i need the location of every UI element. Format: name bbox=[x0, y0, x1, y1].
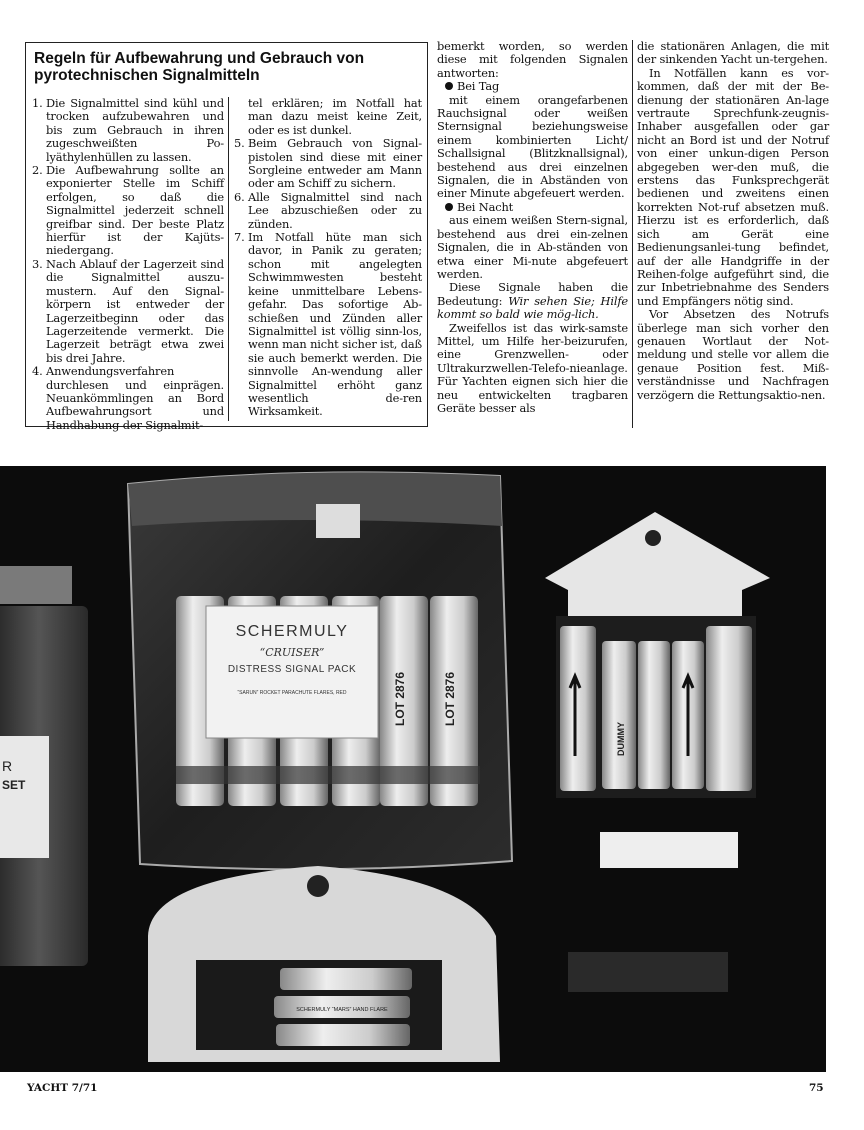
article-column-4 bbox=[637, 40, 829, 402]
paragraph: Vor Absetzen des Notrufs überlege man sich vorher den genauen Wortlaut der Not-meldung und stelle vor allem die genaue Position fest. Miß-verständnisse und Nachfragen verzögern die Rettungsaktio-nen. bbox=[637, 307, 829, 402]
column-divider bbox=[632, 40, 633, 428]
right-pouch bbox=[545, 512, 770, 992]
pack-sub-text: DISTRESS SIGNAL PACK bbox=[227, 664, 357, 675]
rule-item bbox=[234, 191, 422, 231]
night-heading-text: Bei Nacht bbox=[457, 199, 514, 214]
lot-label-1: LOT 2876 bbox=[393, 671, 407, 726]
rule-number: 3. bbox=[32, 256, 43, 271]
photo-illustration bbox=[0, 466, 826, 1072]
rule-text: Die Aufbewahrung sollte an exponierter Stelle im Schiff erfolgen, so daß die Signalmittel jederzeit schnell greifbar sind. Der beste Platz hierfür ist der Kajüts-niedergang. bbox=[46, 163, 224, 258]
paragraph: In Notfällen kann es vor-kommen, daß der mit der Be-dienung der stationären An-lage vertraute Sprechfunk-zeugnis-Inhaber ausgefallen oder gar nicht an Bord ist und der Notruf von einer unkun-digen Person abgegeben wer-den muß, die erstens das Funksprechgerät bedienen und zweitens einen korrekten Not-ruf absetzen muß. Hierzu ist es erforderlich, daß sich am Gerät eine Bedienungsanlei-tung befindet, auf der alle Handgriffe in der Reihen-folge aufgeführt sind, die zur Inbetriebnahme des Senders und Empfängers nötig sind. bbox=[637, 65, 829, 308]
cruiser-pack bbox=[128, 472, 512, 869]
rule-text: Im Notfall hüte man sich davor, in Panik zu geraten; schon mit angelegten Schwimmwesten besteht keine unmittelbare Lebens-gefahr. Das sofortige Ab-schießen und Zünden aller Signalmittel ist völlig sinn-los, wenn man nicht sicher ist, daß sie auch bemerkt werden. Die sinnvolle An-wendung aller Signalmittel erhöht ganz wesentlich de-ren Wirksamkeit. bbox=[248, 230, 422, 419]
signal-packs-photo bbox=[0, 466, 826, 1072]
pack-name-text: “CRUISER” bbox=[259, 646, 325, 659]
bullet-icon bbox=[445, 203, 453, 211]
rule-number: 7. bbox=[234, 230, 245, 245]
rule-number: 6. bbox=[234, 189, 245, 204]
rule-item bbox=[32, 164, 224, 258]
rule-item bbox=[32, 258, 224, 365]
left-container bbox=[0, 566, 88, 966]
pack-brand-text: SCHERMULY bbox=[235, 623, 349, 640]
tube-label-text: SCHERMULY “MARS” HAND FLARE bbox=[296, 1007, 388, 1013]
meaning-emphasis: Wir sehen Sie; Hilfe kommt so bald wie mög-lich. bbox=[437, 293, 628, 322]
footer-magazine-issue: YACHT 7/71 bbox=[27, 1082, 98, 1094]
pack-small-text: “SARUN” ROCKET PARACHUTE FLARES, RED bbox=[237, 690, 347, 696]
bullet-icon bbox=[445, 82, 453, 90]
rule-text: Die Signalmittel sind kühl und trocken aufzubewahren und bis zum Gebrauch in ihren zugeschweißten Po-lyäthylenhüllen zu lassen. bbox=[46, 96, 224, 164]
column-divider bbox=[228, 97, 229, 421]
left-label-1: R bbox=[2, 758, 13, 774]
rules-box bbox=[25, 42, 428, 432]
page-number: 75 bbox=[809, 1082, 824, 1094]
paragraph: bemerkt worden, so werden diese mit folgenden Signalen antworten: bbox=[437, 39, 628, 80]
day-heading bbox=[437, 80, 628, 93]
rule-continuation: tel erklären; im Notfall hat man dazu meist keine Zeit, oder es ist dunkel. bbox=[248, 96, 422, 137]
rule-number: 1. bbox=[32, 96, 43, 110]
dummy-label: DUMMY bbox=[616, 722, 626, 756]
meaning-paragraph bbox=[437, 281, 628, 321]
rules-column-2 bbox=[234, 97, 422, 419]
rule-number: 2. bbox=[32, 163, 43, 178]
rule-number: 5. bbox=[234, 136, 245, 151]
day-heading-text: Bei Tag bbox=[457, 79, 500, 94]
rule-text: Anwendungsverfahren durchlesen und einprägen. Neuankömmlingen an Bord Aufbewahrungsort und Handhabung der Signalmit- bbox=[46, 364, 224, 432]
rule-item bbox=[32, 97, 224, 164]
rule-item bbox=[234, 137, 422, 191]
bottom-pouch bbox=[148, 866, 500, 1062]
rules-column-1 bbox=[32, 97, 224, 432]
paragraph: die stationären Anlagen, die mit der sinkenden Yacht un-tergehen. bbox=[637, 39, 829, 67]
rule-item bbox=[32, 365, 224, 432]
paragraph: aus einem weißen Stern-signal, bestehend aus drei ein-zelnen Signalen, die in Ab-ständen von etwa einer Mi-nute abgefeuert werden. bbox=[437, 213, 628, 281]
rule-text: Alle Signalmittel sind nach Lee abzuschießen oder zu zünden. bbox=[248, 189, 422, 231]
rule-text: Beim Gebrauch von Signal-pistolen sind diese mit einer Sorgleine entweder am Mann oder am Schiff zu sichern. bbox=[248, 136, 422, 191]
lot-label-2: LOT 2876 bbox=[443, 671, 457, 726]
rule-item bbox=[234, 231, 422, 419]
paragraph: Zweifellos ist das wirk-samste Mittel, um Hilfe her-beizurufen, eine Grenzwellen- oder Ultrakurzwellen-Telefo-nieanlage. Für Yachten eignen sich hier die neu entwickelten tragbaren Geräte besser als bbox=[437, 320, 628, 415]
night-heading bbox=[437, 201, 628, 214]
left-label-2: SET bbox=[2, 778, 26, 792]
article-column-3 bbox=[437, 40, 628, 415]
paragraph: mit einem orangefarbenen Rauchsignal oder weißen Sternsignal beziehungsweise einem kombinierten Licht/ Schallsignal (Blitzknallsignal), bestehend aus drei einzelnen Signalen, die in Abständen von einer Minute abgefeuert werden. bbox=[437, 92, 628, 201]
rules-title: Regeln für Aufbewahrung und Gebrauch von pyrotechnischen Signalmitteln bbox=[34, 50, 365, 84]
meaning-text: Diese Signale haben die Bedeutung: bbox=[437, 280, 628, 308]
rule-text: Nach Ablauf der Lagerzeit sind die Signalmittel auszu-mustern. Auf den Signal-körpern ist entweder der Lagerzeitbeginn oder das Lagerzeitende vermerkt. Die Lagerzeit beträgt etwa zwei bis drei Jahre. bbox=[46, 256, 224, 365]
rule-number: 4. bbox=[32, 364, 43, 379]
